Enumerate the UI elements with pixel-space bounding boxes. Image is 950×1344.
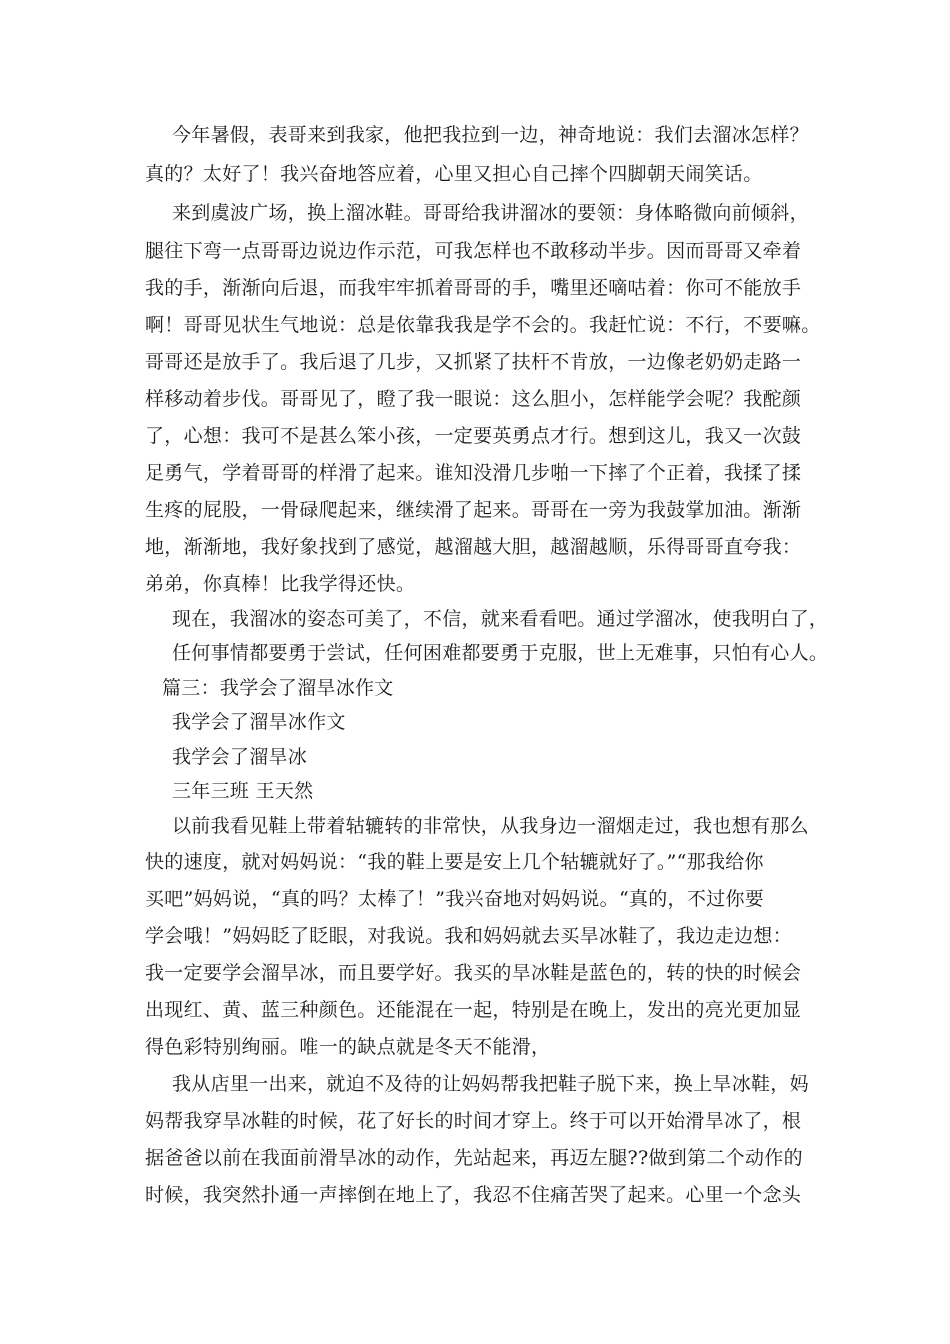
text-line: 得色彩特别绚丽。唯一的缺点就是冬天不能滑， (145, 1036, 551, 1058)
text-line: 腿往下弯一点哥哥边说边作示范，可我怎样也不敢移动半步。因而哥哥又牵着 (145, 240, 802, 262)
text-line: 啊！哥哥见状生气地说：总是依靠我我是学不会的。我赶忙说：不行，不要嘛。 (145, 314, 821, 336)
text-line: 地，渐渐地，我好象找到了感觉，越溜越大胆，越溜越顺，乐得哥哥直夸我： (145, 536, 802, 558)
text-line: 今年暑假，表哥来到我家，他把我拉到一边，神奇地说：我们去溜冰怎样？ (172, 124, 809, 146)
text-line: 任何事情都要勇于尝试，任何困难都要勇于克服，世上无难事，只怕有心人。 (172, 642, 829, 664)
text-line: 样移动着步伐。哥哥见了，瞪了我一眼说：这么胆小，怎样能学会呢？我酡颜 (145, 388, 802, 410)
essay-author: 三年三班 王天然 (172, 780, 314, 802)
text-line: 足勇气，学着哥哥的样滑了起来。谁知没滑几步啪一下摔了个正着，我揉了揉 (145, 462, 802, 484)
text-line: 以前我看见鞋上带着轱辘转的非常快，从我身边一溜烟走过，我也想有那么 (172, 815, 809, 837)
essay-subtitle: 我学会了溜旱冰 (172, 746, 308, 768)
text-line: 妈帮我穿旱冰鞋的时候，花了好长的时间才穿上。终于可以开始滑旱冰了，根 (145, 1110, 802, 1132)
text-line: 我一定要学会溜旱冰，而且要学好。我买的旱冰鞋是蓝色的，转的快的时候会 (145, 962, 802, 984)
text-line: 快的速度，就对妈妈说：“我的鞋上要是安上几个轱辘就好了。”“那我给你 (145, 851, 764, 873)
text-line: 了，心想：我可不是甚么笨小孩，一定要英勇点才行。想到这儿，我又一次鼓 (145, 425, 802, 447)
text-line: 出现红、黄、蓝三种颜色。还能混在一起，特别是在晚上，发出的亮光更加显 (145, 999, 802, 1021)
text-line: 来到虞波广场，换上溜冰鞋。哥哥给我讲溜冰的要领：身体略微向前倾斜， (172, 202, 809, 224)
text-line: 学会哦！”妈妈眨了眨眼，对我说。我和妈妈就去买旱冰鞋了，我边走边想： (145, 925, 792, 947)
text-line: 真的？太好了！我兴奋地答应着，心里又担心自己摔个四脚朝天闹笑话。 (145, 163, 763, 185)
section-heading: 篇三：我学会了溜旱冰作文 (162, 677, 394, 699)
essay-title: 我学会了溜旱冰作文 (172, 711, 346, 733)
text-line: 现在，我溜冰的姿态可美了，不信，就来看看吧。通过学溜冰，使我明白了， (172, 608, 829, 630)
text-line: 时候，我突然扑通一声摔倒在地上了，我忍不住痛苦哭了起来。心里一个念头 (145, 1184, 802, 1206)
text-line: 我的手，渐渐向后退，而我牢牢抓着哥哥的手，嘴里还嘀咕着：你可不能放手 (145, 277, 802, 299)
text-line: 弟弟，你真棒！比我学得还快。 (145, 573, 416, 595)
text-line: 生疼的屁股，一骨碌爬起来，继续滑了起来。哥哥在一旁为我鼓掌加油。渐渐 (145, 499, 802, 521)
text-line: 据爸爸以前在我面前滑旱冰的动作，先站起来，再迈左腿??做到第二个动作的 (145, 1147, 803, 1169)
text-line: 买吧”妈妈说，“真的吗？太棒了！”我兴奋地对妈妈说。“真的，不过你要 (145, 888, 765, 910)
text-line: 哥哥还是放手了。我后退了几步，又抓紧了扶杆不肯放，一边像老奶奶走路一 (145, 351, 802, 373)
text-line: 我从店里一出来，就迫不及待的让妈妈帮我把鞋子脱下来，换上旱冰鞋，妈 (172, 1073, 809, 1095)
